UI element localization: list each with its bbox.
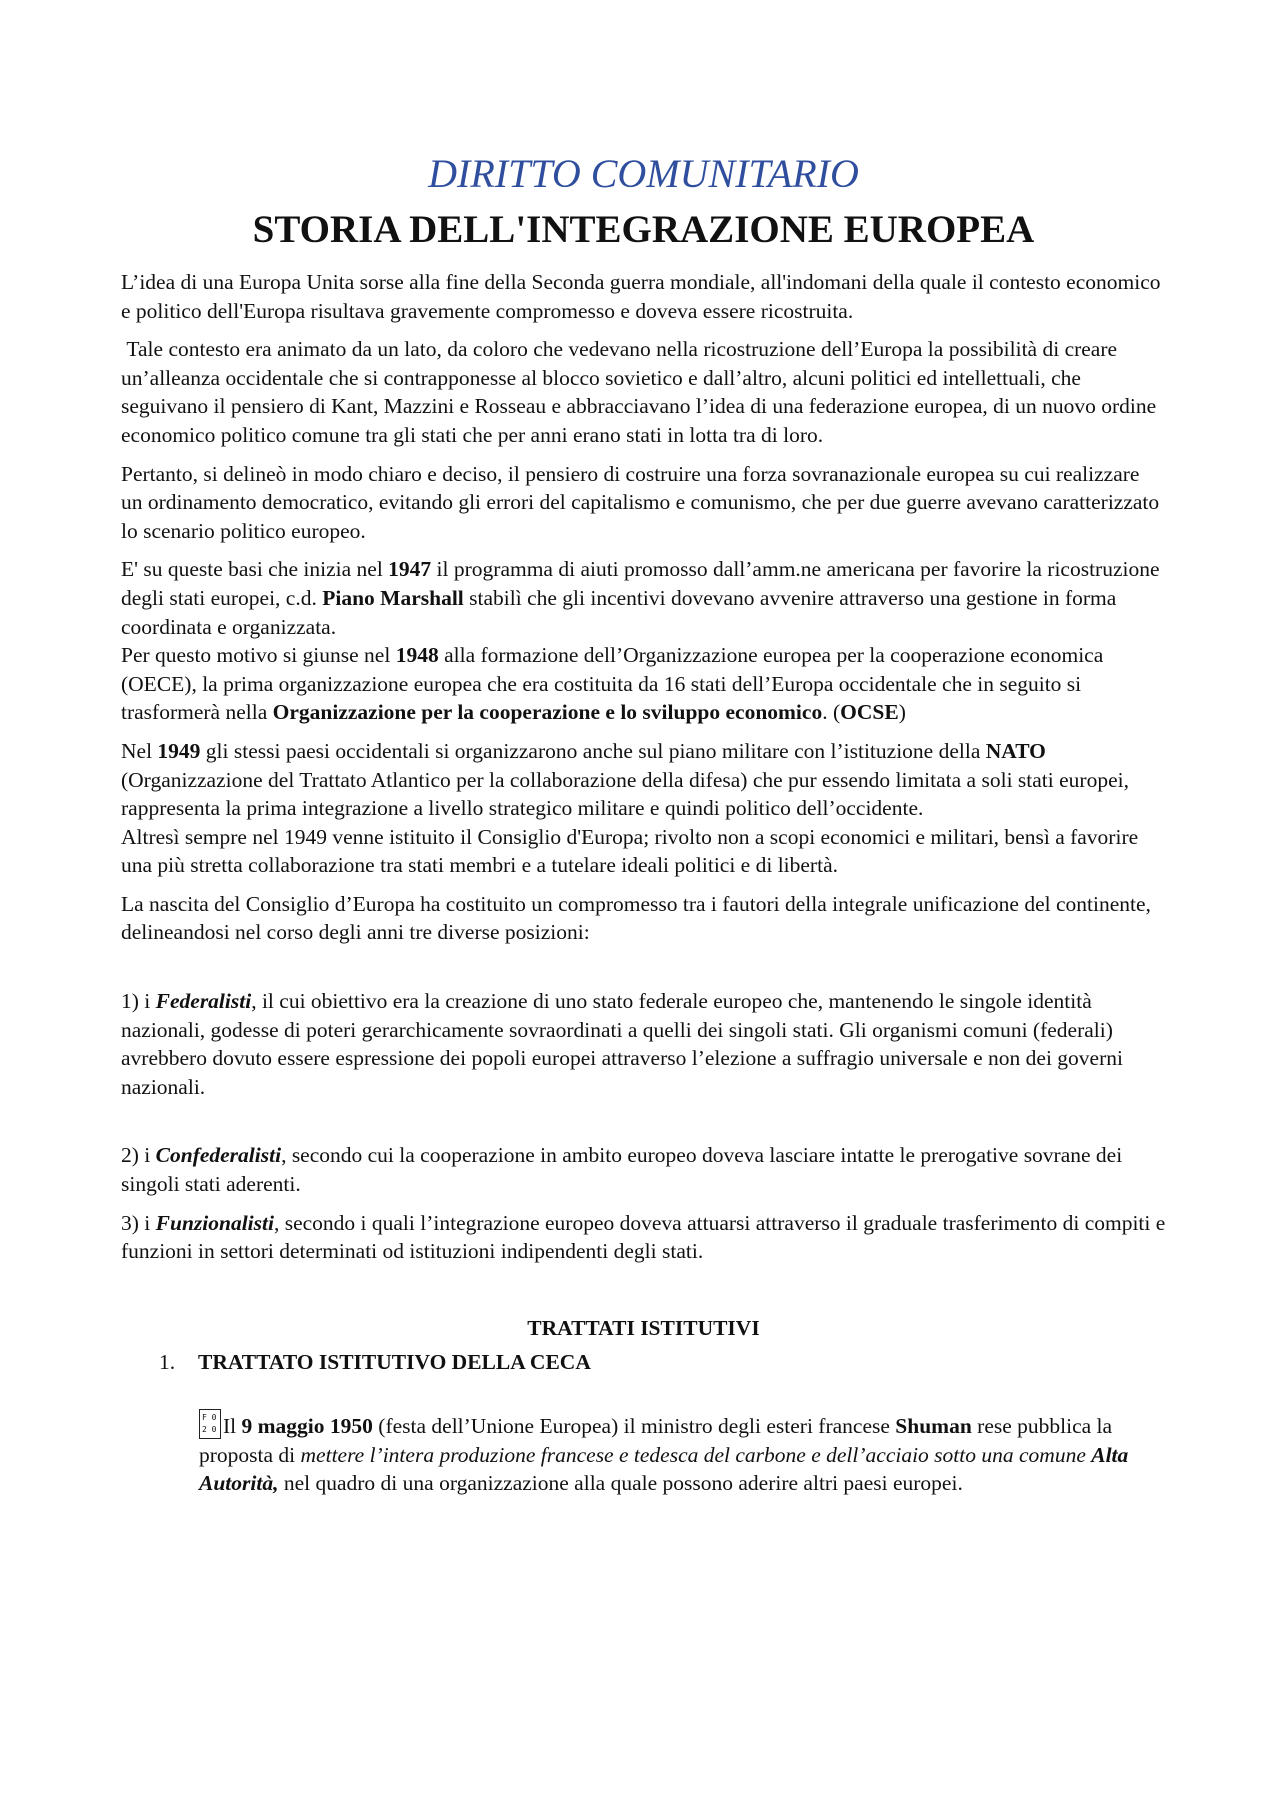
- paragraph-nato: Nel 1949 gli stessi paesi occidentali si organizzarono anche sul piano militare con l’istituzione della NATO (Organizzazione del Trattato Atlantico per la collaborazione della difesa) che pur essendo limitata a soli stati europei, rappresenta la prima integrazione a livello strategico militare e quindi politico dell’occidente.: [121, 738, 1129, 821]
- year-1947: 1947: [388, 557, 432, 582]
- position-funzionalisti: 3) i Funzionalisti, secondo i quali l’integrazione europeo doveva attuarsi attraverso il graduale trasferimento di compiti e funzioni in settori determinati od istituzioni indipendenti degli stati.: [121, 1210, 1166, 1264]
- paragraph-schuman: F 0 2 0 Il 9 maggio 1950 (festa dell’Unione Europea) il ministro degli esteri francese Shuman rese pubblica la proposta di mettere l’intera produzione francese e tedesca del carbone e dell’acciaio sotto una comune Alta Autorità, nel quadro di una organizzazione alla quale possono aderire altri paesi europei.: [199, 1409, 1166, 1498]
- section-heading-trattati: TRATTATI ISTITUTIVI: [527, 1315, 760, 1340]
- document-subject: DIRITTO COMUNITARIO: [428, 151, 859, 196]
- paragraph-positions-intro: La nascita del Consiglio d’Europa ha costituito un compromesso tra i fautori della integrale unificazione del continente, delineandosi nel corso degli anni tre diverse posizioni:: [121, 891, 1151, 945]
- position-confederalisti: 2) i Confederalisti, secondo cui la cooperazione in ambito europeo doveva lasciare intatte le prerogative sovrane dei singoli stati aderenti.: [121, 1143, 1123, 1197]
- piano-marshall: Piano Marshall: [322, 585, 464, 610]
- alta-autorita: Alta Autorità,: [199, 1442, 1129, 1496]
- ocse-acronym: OCSE: [840, 700, 899, 725]
- year-1948: 1948: [395, 643, 439, 668]
- name-shuman: Shuman: [895, 1414, 972, 1438]
- paragraph-context: Tale contesto era animato da un lato, da coloro che vedevano nella ricostruzione dell’Europa la possibilità di creare un’alleanza occidentale che si contrapponesse al blocco sovietico e dall’altro, alcuni politici ed intellettuali, che seguivano il pensiero di Kant, Mazzini e Rosseau e abbracciavano l’idea di una federazione europea, di un nuovo ordine economico politico comune tra gli stati che per anni erano stati in lotta tra di loro.: [121, 337, 1162, 447]
- date-9-maggio: 9 maggio 1950: [241, 1414, 373, 1438]
- term-funzionalisti: Funzionalisti: [155, 1210, 274, 1235]
- document-title: STORIA DELL'INTEGRAZIONE EUROPEA: [252, 208, 1035, 251]
- list-item-ceca: [159, 1348, 1166, 1377]
- paragraph-marshall: E' su queste basi che inizia nel 1947 il programma di aiuti promosso dall’amm.ne americana per favorire la ricostruzione degli stati europei, c.d. Piano Marshall stabilì che gli incentivi dovevano avvenire attraverso una gestione in forma coordinata e organizzata.: [121, 557, 1160, 639]
- document-page: [121, 148, 1166, 1498]
- list-item-title: TRATTATO ISTITUTIVO DELLA CECA: [198, 1350, 591, 1375]
- field-marker-icon: F 0 2 0: [199, 1409, 221, 1439]
- nato-acronym: NATO: [985, 738, 1046, 763]
- position-federalisti: 1) i Federalisti, il cui obiettivo era la creazione di uno stato federale europeo che, mantenendo le singole identità nazionali, godesse di poteri gerarchicamente sovraordinati a quelli dei singoli stati. Gli organismi comuni (federali) avrebbero dovuto essere espressione dei popoli europei attraverso l’elezione a suffragio universale e non dei governi nazionali.: [121, 989, 1123, 1099]
- paragraph-sovranational: Pertanto, si delineò in modo chiaro e deciso, il pensiero di costruire una forza sovranazionale europea su cui realizzare un ordinamento democratico, evitando gli errori del capitalismo e comunismo, che per due guerre avevano caratterizzato lo scenario politico europeo.: [121, 461, 1160, 543]
- paragraph-consiglio: Altresì sempre nel 1949 venne istituito il Consiglio d'Europa; rivolto non a scopi economici e militari, bensì a favorire una più stretta collaborazione tra stati membri e a tutelare ideali politici e di libertà.: [121, 824, 1139, 878]
- term-federalisti: Federalisti: [155, 989, 252, 1014]
- term-confederalisti: Confederalisti: [155, 1143, 282, 1168]
- paragraph-intro: L’idea di una Europa Unita sorse alla fine della Seconda guerra mondiale, all'indomani della quale il contesto economico e politico dell'Europa risultava gravemente compromesso e doveva essere ricostruita.: [121, 270, 1161, 323]
- year-1949: 1949: [157, 738, 201, 763]
- list-item-number: 1.: [159, 1350, 176, 1375]
- ocse-name: Organizzazione per la cooperazione e lo sviluppo economico: [272, 700, 823, 725]
- paragraph-oece: Per questo motivo si giunse nel 1948 alla formazione dell’Organizzazione europea per la cooperazione economica (OECE), la prima organizzazione europea che era costituita da 16 stati dell’Europa occidentale che in seguito si trasformerà nella Organizzazione per la cooperazione e lo sviluppo economico. (OCSE): [121, 643, 1104, 725]
